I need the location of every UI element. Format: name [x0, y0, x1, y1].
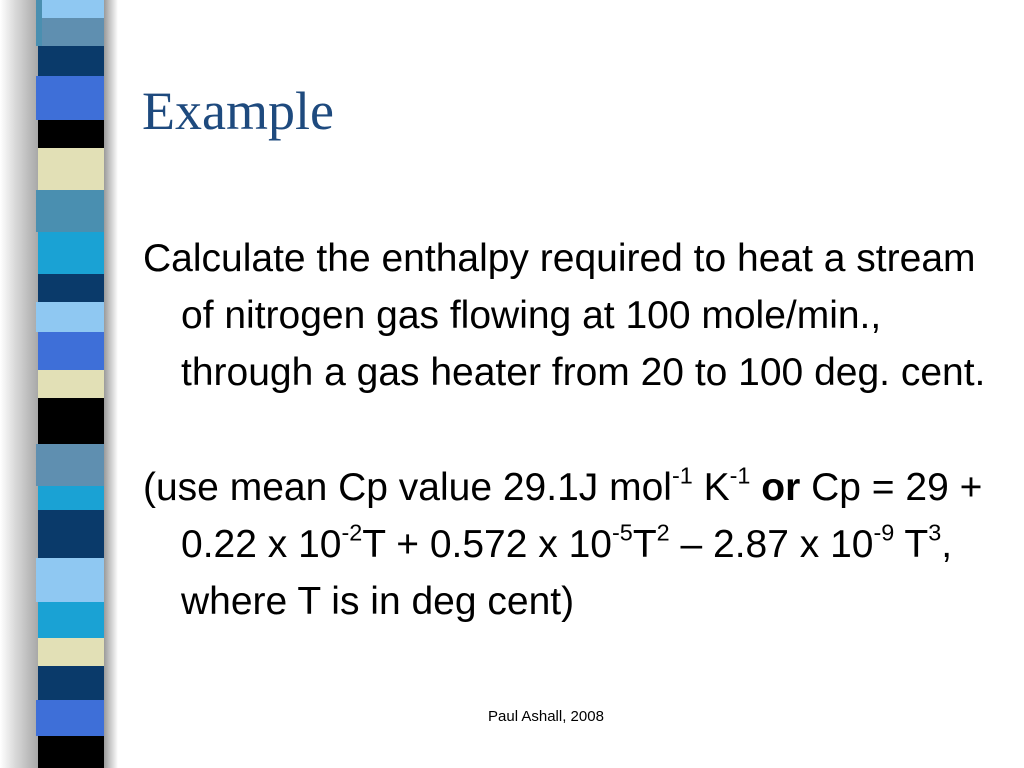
stripe-block: [38, 638, 104, 666]
superscript: -1: [729, 462, 751, 489]
stripe-block: [38, 444, 104, 486]
text-run: T: [894, 523, 929, 566]
stripe-edge-block: [36, 444, 42, 486]
superscript: -1: [671, 462, 693, 489]
body-paragraph-problem: Calculate the enthalpy required to heat a stream of nitrogen gas flowing at 100 mole/min., through a gas heater from 20 to 100 deg. cent.: [143, 237, 986, 394]
stripe-block: [38, 232, 104, 274]
slide-title: Example: [142, 81, 334, 141]
superscript: 3: [928, 519, 942, 546]
stripe-block: [38, 148, 104, 190]
stripe-edge-block: [36, 0, 42, 46]
decorative-stripe: [0, 0, 120, 768]
stripe-block: [38, 76, 104, 120]
stripe-block: [38, 190, 104, 232]
stripe-edge-block: [36, 302, 42, 332]
superscript: -2: [341, 519, 363, 546]
stripe-block: [38, 46, 104, 76]
stripe-edge-block: [36, 190, 42, 232]
bold-or: or: [761, 466, 801, 509]
body-paragraph-cp-hint: [143, 459, 1003, 630]
stripe-block: [38, 558, 104, 602]
text-run: , where T is in deg cent): [181, 523, 953, 623]
stripe-block: [38, 332, 104, 370]
superscript: 2: [656, 519, 670, 546]
superscript: -9: [873, 519, 895, 546]
stripe-block: [38, 700, 104, 736]
stripe-block: [38, 486, 104, 510]
stripe-block: [38, 736, 104, 768]
decorative-stripe-shadow: [104, 0, 118, 768]
stripe-block: [38, 398, 104, 444]
stripe-block: [38, 510, 104, 558]
stripe-block: [38, 666, 104, 700]
stripe-block: [38, 370, 104, 398]
stripe-block: [38, 120, 104, 148]
stripe-edge-block: [36, 558, 42, 602]
stripe-edge-block: [36, 700, 42, 736]
stripe-block: [38, 274, 104, 302]
stripe-block: [38, 302, 104, 332]
text-run: – 2.87 x 10: [669, 523, 874, 566]
text-run: T + 0.572 x 10: [362, 523, 612, 566]
stripe-block: [38, 602, 104, 638]
text-run: Cp = 29 + 0.22 x 10: [181, 466, 983, 566]
text-run: K: [692, 466, 730, 509]
text-run: T: [632, 523, 657, 566]
text-run: (use mean Cp value 29.1J mol: [143, 466, 672, 509]
stripe-block: [38, 0, 104, 18]
stripe-block: [38, 18, 104, 46]
footer-credit: Paul Ashall, 2008: [488, 708, 604, 725]
superscript: -5: [612, 519, 633, 546]
text-run: [750, 466, 761, 509]
stripe-edge-block: [36, 76, 42, 120]
